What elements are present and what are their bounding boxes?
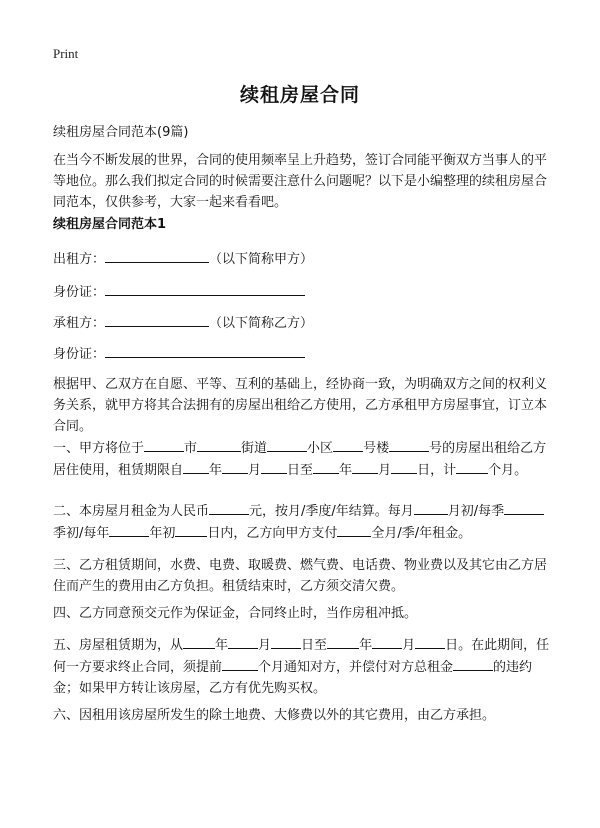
clause-1 (53, 437, 553, 481)
lessee-blank[interactable] (105, 312, 209, 327)
clause-1-text: 日至 (287, 463, 314, 478)
lessor-label: 出租方： (53, 252, 106, 267)
id1-label: 身份证： (53, 285, 106, 300)
id2-blank[interactable] (105, 343, 305, 358)
blank[interactable] (144, 437, 184, 452)
blank[interactable] (414, 500, 448, 515)
blank[interactable] (456, 459, 488, 474)
clause-1-text: 年 (339, 463, 353, 478)
blank[interactable] (453, 656, 493, 671)
blank[interactable] (504, 500, 544, 515)
blank[interactable] (109, 522, 149, 537)
clause-1-text: 号楼 (363, 441, 390, 456)
clause-1-text: 一、甲方将位于 (53, 441, 145, 456)
clause-2-text: 全月/季/年租金。 (371, 526, 472, 541)
blank[interactable] (337, 522, 371, 537)
blank[interactable] (228, 634, 258, 649)
document-subtitle: 续租房屋合同范本(9篇) (53, 125, 189, 140)
clause-1-text: 月 (378, 463, 392, 478)
lessor-blank[interactable] (105, 248, 209, 263)
clause-2-text: 二、本房屋月租金为人民币 (53, 504, 210, 519)
blank[interactable] (261, 459, 287, 474)
clause-1-text: 月 (248, 463, 262, 478)
clause-5-text: 月 (258, 638, 272, 653)
clause-1-text: 日，计 (417, 463, 457, 478)
blank[interactable] (183, 459, 209, 474)
clause-5-text: 的违约金；如果甲方转让该房屋，乙方有优先购买权。 (53, 660, 533, 696)
blank[interactable] (415, 634, 445, 649)
blank[interactable] (327, 634, 359, 649)
blank[interactable] (222, 656, 258, 671)
section-heading: 续租房屋合同范本1 (53, 217, 167, 232)
clause-5-text: 年 (215, 638, 229, 653)
clause-1-text: 年 (209, 463, 223, 478)
intro-paragraph: 在当今不断发展的世界，合同的使用频率呈上升趋势，签订合同能平衡双方当事人的平等地位。那么我们拟定合同的时候需要注意什么问题呢？以下是小编整理的续租房屋合同范本，仅供参考，大家一起来看看吧。 (53, 153, 548, 210)
clause-2-text: 月初/每季 (447, 504, 505, 519)
lessee-field-row (53, 312, 553, 334)
lessee-note: （以下简称乙方） (209, 316, 314, 331)
blank[interactable] (271, 634, 301, 649)
blank[interactable] (197, 437, 241, 452)
blank[interactable] (333, 437, 363, 452)
clause-3: 三、乙方租赁期间，水费、电费、取暖费、燃气费、电话费、物业费以及其它由乙方居住而产生的费用由乙方负担。租赁结束时，乙方须交清欠费。 (53, 558, 548, 594)
clause-5-text: 日。在此期间，任何一方要求终止合同，须提前 (53, 638, 550, 675)
blank[interactable] (391, 459, 417, 474)
blank[interactable] (313, 459, 339, 474)
clause-5-text: 日至 (301, 638, 328, 653)
clause-5-text: 五、房屋租赁期为，从 (53, 638, 184, 653)
lessor-field-row (53, 248, 553, 270)
lessee-label: 承租方： (53, 316, 106, 331)
blank[interactable] (222, 459, 248, 474)
clause-5-text: 月 (402, 638, 416, 653)
preamble-paragraph: 根据甲、乙双方在自愿、平等、互利的基础上，经协商一致，为明确双方之间的权利义务关系，就甲方将其合法拥有的房屋出租给乙方使用，乙方承租甲方房屋事宜，订立本合同。 (53, 377, 548, 434)
clause-1-text: 小区 (307, 441, 334, 456)
clause-5-text: 个月通知对方，并偿付对方总租金 (258, 660, 454, 675)
clause-1-text: 街道 (241, 441, 268, 456)
blank[interactable] (175, 522, 207, 537)
blank[interactable] (389, 437, 429, 452)
clause-2-text: 元，按月/季度/年结算。每月 (249, 504, 414, 519)
clause-6: 六、因租用该房屋所发生的除土地费、大修费以外的其它费用，由乙方承担。 (53, 708, 496, 723)
id1-blank[interactable] (105, 281, 305, 296)
lessor-note: （以下简称甲方） (209, 252, 314, 267)
clause-2-text: 年初 (149, 526, 176, 541)
clause-2-text: 季初/每年 (53, 526, 110, 541)
clause-1-text: 市 (184, 441, 198, 456)
blank[interactable] (209, 500, 249, 515)
id2-field-row (53, 343, 553, 365)
clause-5 (53, 634, 553, 699)
clause-2 (53, 500, 553, 544)
clause-4: 四、乙方同意预交元作为保证金，合同终止时，当作房租冲抵。 (53, 606, 418, 621)
id1-field-row (53, 281, 553, 303)
clause-2-text: 日内，乙方向甲方支付 (207, 526, 338, 541)
document-title: 续租房屋合同 (239, 84, 360, 106)
clause-1-text: 个月。 (488, 463, 528, 478)
clause-5-text: 年 (359, 638, 373, 653)
blank[interactable] (267, 437, 307, 452)
id2-label: 身份证： (53, 347, 106, 362)
blank[interactable] (372, 634, 402, 649)
blank[interactable] (352, 459, 378, 474)
clause-1-text: 号的房屋出租给乙方居住使用，租赁期限自 (53, 441, 547, 478)
blank[interactable] (183, 634, 215, 649)
print-link[interactable]: Print (53, 46, 79, 61)
